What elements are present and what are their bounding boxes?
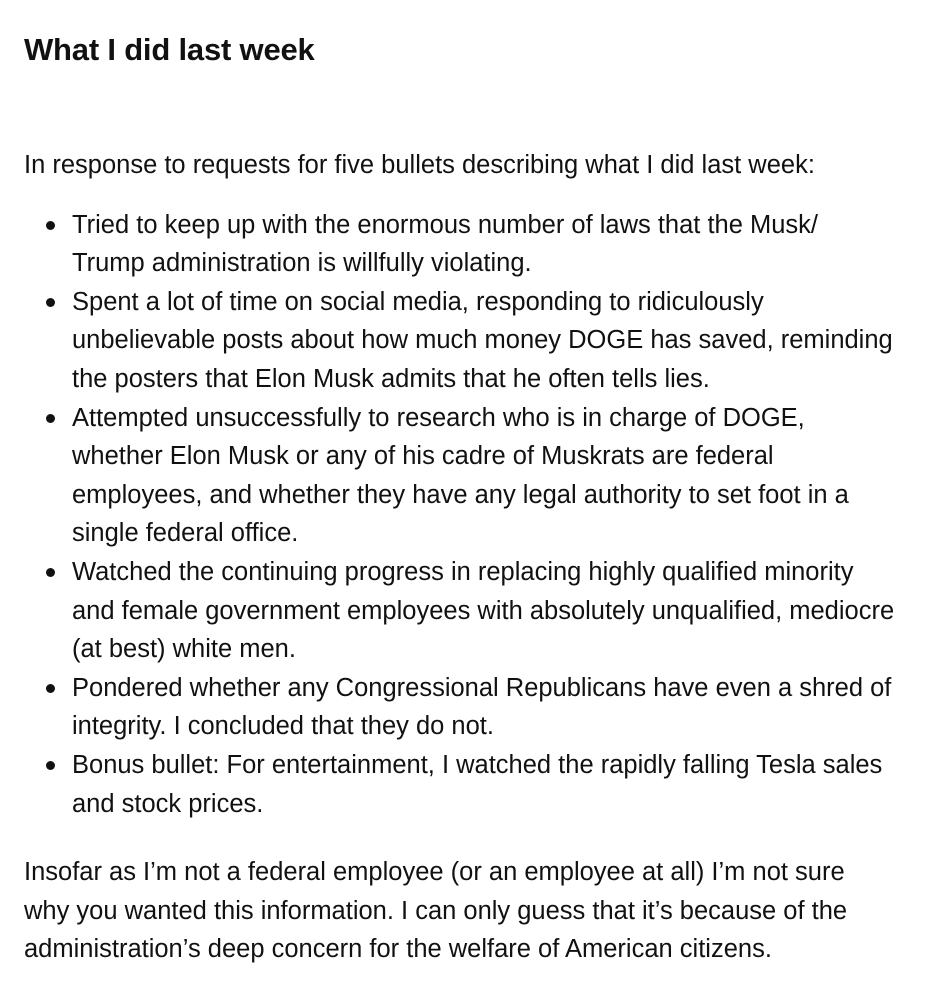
bullet-dot-icon xyxy=(46,298,55,307)
list-item xyxy=(24,399,896,553)
list-item xyxy=(24,553,896,669)
closing-paragraph: Insofar as I’m not a federal employee (or an employee at all) I’m not sure why you wanted this information. I can only guess that it’s because of the administration’s deep concern for the welfare of American citizens. xyxy=(24,858,848,964)
list-item-text: Pondered whether any Congressional Republicans have even a shred of integrity. I concluded that they do not. xyxy=(72,673,892,741)
list-item-text: Bonus bullet: For entertainment, I watched the rapidly falling Tesla sales and stock prices. xyxy=(72,750,883,818)
article-title: What I did last week xyxy=(24,32,315,67)
list-item-text: Tried to keep up with the enormous number of laws that the Musk/ Trump administration is willfully violating. xyxy=(72,210,819,278)
list-item xyxy=(24,746,896,823)
list-item-text: Attempted unsuccessfully to research who is in charge of DOGE, whether Elon Musk or any of his cadre of Muskrats are federal employees, and whether they have any legal authority to set foot in a single federal office. xyxy=(72,403,849,548)
bullet-dot-icon xyxy=(46,761,55,770)
bullet-dot-icon xyxy=(46,221,55,230)
list-item xyxy=(24,206,896,283)
bullet-list xyxy=(24,206,896,824)
bullet-dot-icon xyxy=(46,568,55,577)
intro-paragraph: In response to requests for five bullets describing what I did last week: xyxy=(24,151,815,179)
list-item-text: Spent a lot of time on social media, responding to ridiculously unbelievable posts about how much money DOGE has saved, reminding the posters that Elon Musk admits that he often tells lies. xyxy=(72,287,893,393)
bullet-dot-icon xyxy=(46,414,55,423)
list-item xyxy=(24,669,896,746)
list-item-text: Watched the continuing progress in replacing highly qualified minority and female government employees with absolutely unqualified, mediocre (at best) white men. xyxy=(72,557,895,664)
bullet-dot-icon xyxy=(46,684,55,693)
list-item xyxy=(24,283,896,399)
